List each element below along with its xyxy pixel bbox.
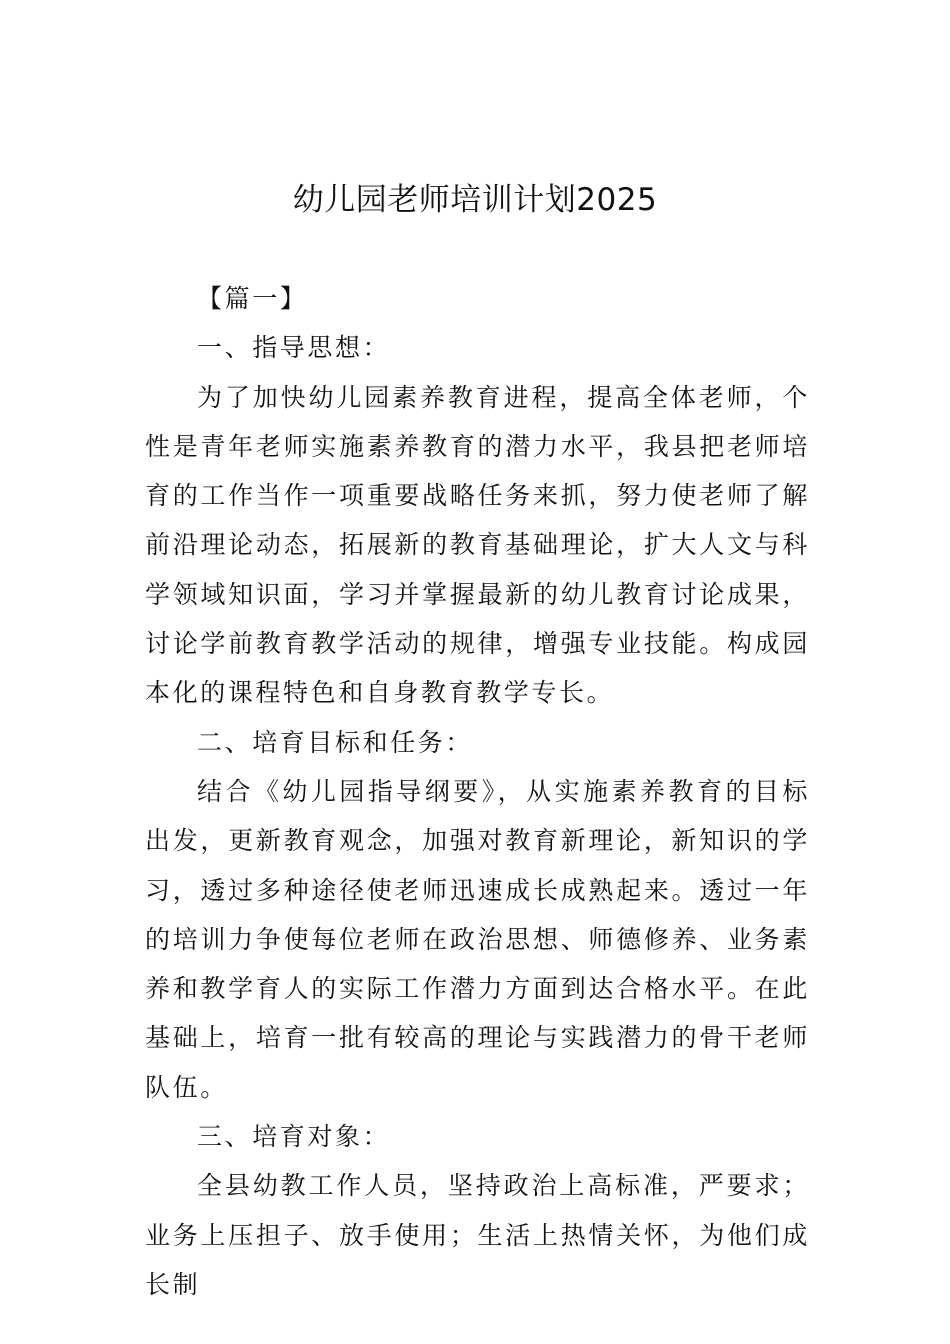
paragraph-training-targets: 全县幼教工作人员，坚持政治上高标准，严要求；业务上压担子、放手使用；生活上热情关怀，为他们成长制 <box>145 1171 810 1299</box>
section-label: 【篇一】 <box>197 284 308 313</box>
paragraph-guiding-ideology: 为了加快幼儿园素养教育进程，提高全体老师，个性是青年老师实施素养教育的潜力水平，我县把老师培育的工作当作一项重要战略任务来抓，努力使老师了解前沿理论动态，拓展新的教育基础理论，扩大人文与科学领域知识面，学习并掌握最新的幼儿教育讨论成果，讨论学前教育教学活动的规律，增强专业技能。构成园本化的课程特色和自身教育教学专长。 <box>145 382 810 708</box>
heading-training-goals: 二、培育目标和任务： <box>197 727 474 757</box>
paragraph-training-goals: 结合《幼儿园指导纲要》，从实施素养教育的目标出发，更新教育观念，加强对教育新理论，新知识的学习，透过多种途径使老师迅速成长成熟起来。透过一年的培训力争使每位老师在政治思想、师德修养、业务素养和教学育人的实际工作潜力方面到达合格水平。在此基础上，培育一批有较高的理论与实践潜力的骨干老师队伍。 <box>145 776 810 1102</box>
heading-guiding-ideology: 一、指导思想： <box>197 333 391 363</box>
document-body <box>145 274 810 1309</box>
document-title: 幼儿园老师培训计划2025 <box>292 182 658 218</box>
heading-training-targets: 三、培育对象： <box>197 1122 391 1152</box>
